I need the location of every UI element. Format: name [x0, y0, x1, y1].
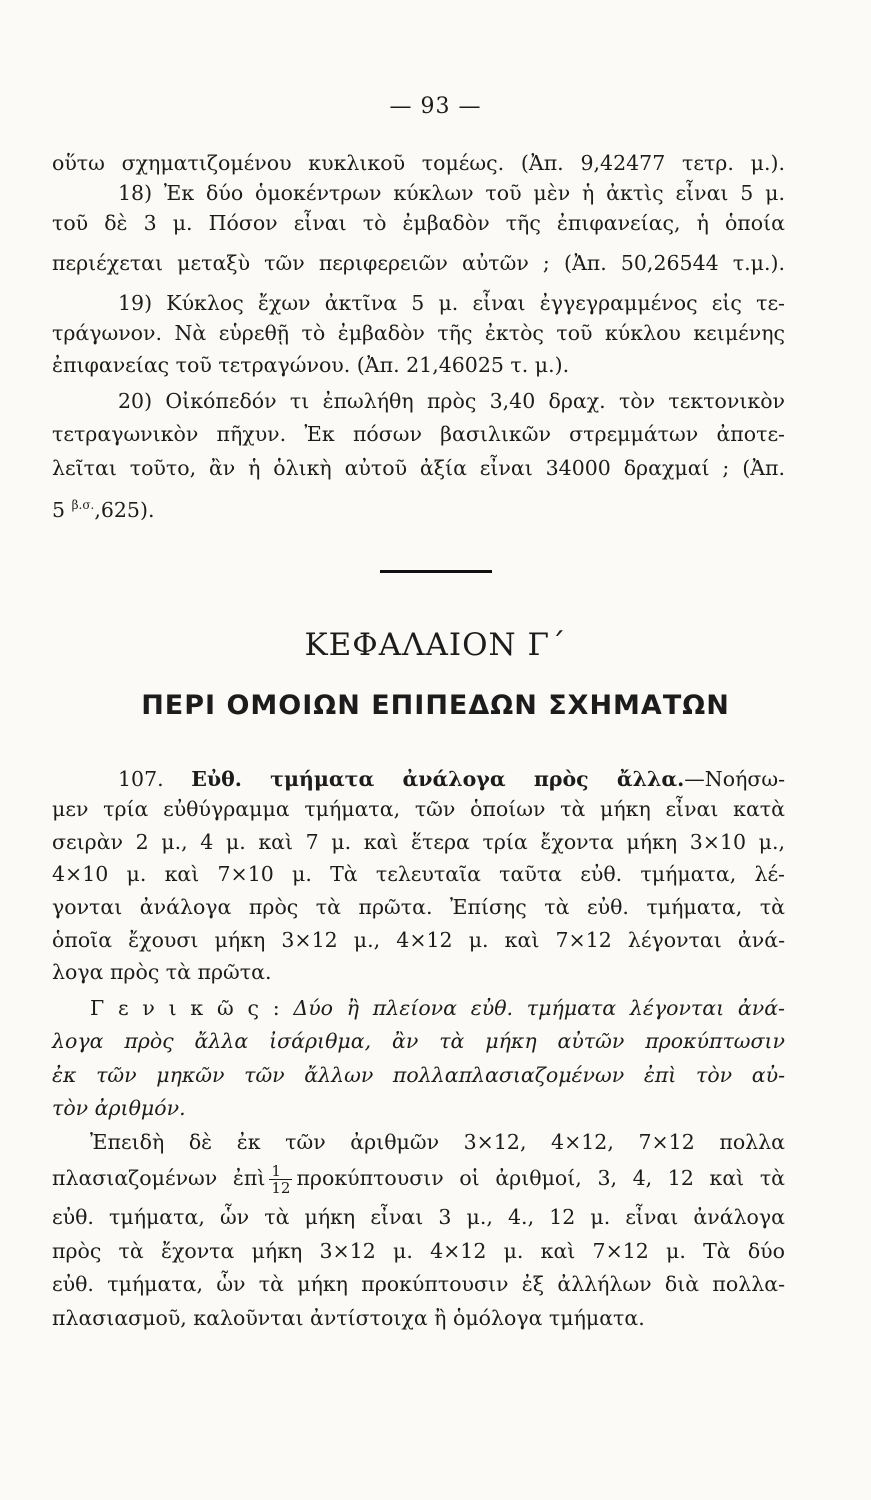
paragraph-107-first-line — [118, 764, 785, 794]
text-line: σειρὰν 2 μ., 4 μ. καὶ 7 μ. καὶ ἕτερα τρία ἔχοντα μήκη 3×10 μ., — [52, 830, 785, 854]
text-line: εὐθ. τμήματα, ὧν τὰ μήκη εἶναι 3 μ., 4., 12 μ. εἶναι ἀνάλογα — [52, 1205, 785, 1229]
text-line: περιέχεται μεταξὺ τῶν περιφερειῶν αὐτῶν ; (Ἀπ. 50,26544 τ.μ.). — [52, 251, 785, 275]
text-line: τὸν ἀριθμόν. — [52, 1096, 186, 1120]
fraction-line-post: προκύπτουσιν οἱ ἀριθμοί, 3, 4, 12 καὶ τὰ — [296, 1166, 786, 1190]
fraction-numerator: 1 — [269, 1163, 292, 1180]
answer-sup: β.σ. — [71, 498, 95, 512]
section-title: ΠΕΡΙ ΟΜΟΙΩΝ ΕΠΙΠΕΔΩΝ ΣΧΗΜΑΤΩΝ — [141, 690, 730, 721]
general-definition: Δύο ἢ πλείονα εὐθ. τμήματα λέγονται ἀνά- — [293, 996, 785, 1020]
answer-line — [52, 490, 785, 525]
text-line: 4×10 μ. καὶ 7×10 μ. Τὰ τελευταῖα ταῦτα εὐθ. τμήματα, λέ- — [52, 862, 785, 886]
text-line: λογα πρὸς τὰ πρῶτα. — [52, 960, 272, 984]
text-line: εὐθ. τμήματα, ὧν τὰ μήκη προκύπτουσιν ἐξ ἀλλήλων διὰ πολλα- — [52, 1272, 785, 1296]
fraction-line — [52, 1163, 785, 1196]
general-label: Γ ε ν ι κ ῶ ς : — [90, 996, 280, 1020]
text-line: πλασιασμοῦ, καλοῦνται ἀντίστοιχα ἢ ὁμόλογα τμήματα. — [52, 1306, 645, 1330]
text-line: μεν τρία εὐθύγραμμα τμήματα, τῶν ὁποίων τὰ μήκη εἶναι κατὰ — [52, 797, 785, 821]
text-line: 19) Κύκλος ἔχων ἀκτῖνα 5 μ. εἶναι ἐγγεγραμμένος εἰς τε- — [118, 291, 785, 315]
text-line: ὁποῖα ἔχουσι μήκη 3×12 μ., 4×12 μ. καὶ 7×12 λέγονται ἀνά- — [52, 928, 785, 952]
text-line: πρὸς τὰ ἔχοντα μήκη 3×12 μ. 4×12 μ. καὶ 7×12 μ. Τὰ δύο — [52, 1239, 785, 1263]
answer-post: ,625). — [94, 497, 155, 522]
text-line: λεῖται τοῦτο, ἂν ἡ ὁλικὴ αὐτοῦ ἀξία εἶναι 34000 δραχμαί ; (Ἀπ. — [52, 456, 785, 480]
text-line: 18) Ἐκ δύο ὁμοκέντρων κύκλων τοῦ μὲν ἡ ἀκτὶς εἶναι 5 μ. — [118, 181, 785, 205]
general-first-line — [90, 993, 785, 1023]
text-line: λογα πρὸς ἄλλα ἰσάριθμα, ἂν τὰ μήκη αὐτῶν προκύπτωσιν — [52, 1029, 785, 1053]
answer-pre: 5 — [52, 497, 72, 522]
text-line: Ἐπειδὴ δὲ ἐκ τῶν ἀριθμῶν 3×12, 4×12, 7×12 πολλα — [90, 1130, 785, 1154]
text-line: τοῦ δὲ 3 μ. Πόσον εἶναι τὸ ἐμβαδὸν τῆς ἐπιφανείας, ἡ ὁποία — [52, 211, 785, 235]
fraction — [269, 1163, 292, 1196]
text-line: ἐκ τῶν μηκῶν τῶν ἄλλων πολλαπλασιαζομένων ἐπὶ τὸν αὐ- — [52, 1063, 785, 1087]
section-rule — [380, 570, 492, 573]
text-line: ἐπιφανείας τοῦ τετραγώνου. (Ἀπ. 21,46025 τ. μ.). — [52, 353, 570, 377]
text-line: οὕτω σχηματιζομένου κυκλικοῦ τομέως. (Ἀπ. 9,42477 τετρ. μ.). — [52, 151, 785, 175]
page-number: — 93 — — [389, 94, 482, 119]
fraction-line-pre: πλασιαζομένων ἐπὶ — [52, 1166, 266, 1190]
paragraph-heading: Εὐθ. τμήματα ἀνάλογα πρὸς ἄλλα. — [191, 767, 685, 791]
paragraph-first-tail: —Νοήσω- — [684, 767, 785, 791]
text-line: γονται ἀνάλογα πρὸς τὰ πρῶτα. Ἐπίσης τὰ εὐθ. τμήματα, τὰ — [52, 895, 785, 919]
text-line: τετραγωνικὸν πῆχυν. Ἐκ πόσων βασιλικῶν στρεμμάτων ἀποτε- — [52, 422, 785, 446]
text-line: 20) Οἰκόπεδόν τι ἐπωλήθη πρὸς 3,40 δραχ. τὸν τεκτονικὸν — [118, 389, 785, 413]
paragraph-number: 107. — [118, 767, 164, 791]
fraction-denominator: 12 — [271, 1179, 291, 1197]
text-line: τράγωνον. Νὰ εὑρεθῇ τὸ ἐμβαδὸν τῆς ἐκτὸς τοῦ κύκλου κειμένης — [52, 321, 785, 345]
chapter-title: ΚΕΦΑΛΑΙΟΝ Γ´ — [304, 627, 567, 663]
